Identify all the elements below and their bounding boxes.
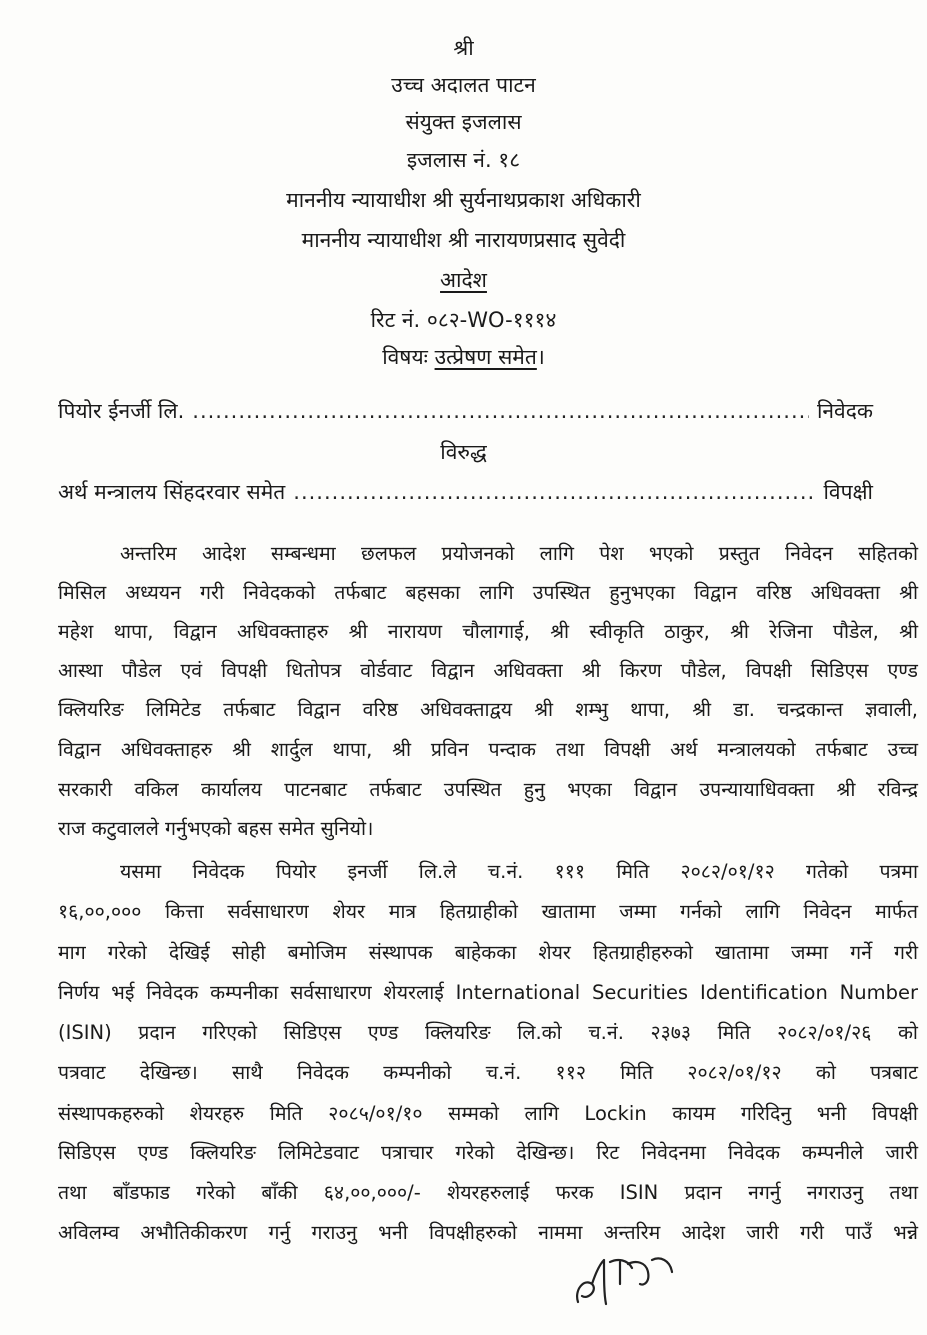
- bench-type: संयुक्त इजलास: [405, 110, 522, 134]
- subject-value: उत्प्रेषण समेत: [434, 345, 537, 369]
- versus: विरुद्ध: [440, 440, 487, 464]
- writ-number: रिट नं. ०८२-WO-१११४: [370, 308, 557, 332]
- paragraph-2-line: माग गरेको देखिई सोही बमोजिम संस्थापक बाहेकका शेयर हितग्राहीहरुको खातामा जम्मा गर्ने गरी: [58, 941, 918, 964]
- paragraph-1-line: क्लियरिङ लिमिटेड तर्फबाट विद्वान वरिष्ठ अधिवक्ताद्वय श्री शम्भु थापा, श्री डा. चन्द्रकान्त ज्ञवाली,: [58, 698, 918, 721]
- paragraph-1-line: आस्था पौडेल एवं विपक्षी धितोपत्र वोर्डवाट विद्वान अधिवक्ता श्री किरण पौडेल, विपक्षी सिडिएस एण्ड: [58, 659, 918, 682]
- respondent-line: [58, 478, 873, 506]
- paragraph-1-line: महेश थापा, विद्वान अधिवक्ताहरु श्री नारायण चौलागाई, श्री स्वीकृति ठाकुर, श्री रेजिना पौडेल, श्री: [58, 620, 918, 643]
- respondent-role: विपक्षी: [823, 480, 873, 504]
- paragraph-2-line: निर्णय भई निवेदक कम्पनीका सर्वसाधारण शेयरलाई International Securities Identification Number: [58, 981, 918, 1004]
- petitioner-line: [58, 397, 873, 425]
- order-title-text: आदेश: [440, 268, 487, 292]
- petitioner-name: पियोर ईनर्जी लि.: [58, 399, 185, 423]
- paragraph-1-line: विद्वान अधिवक्ताहरु श्री शार्दुल थापा, श्री प्रविन पन्दाक तथा विपक्षी अर्थ मन्त्रालयको तर्फबाट उच्च: [58, 738, 918, 761]
- paragraph-2-line: १६,००,००० कित्ता सर्वसाधारण शेयर मात्र हितग्राहीको खातामा जम्मा गर्नको लागि निवेदन मार्फत: [58, 900, 918, 923]
- paragraph-2-line: यसमा निवेदक पियोर इनर्जी लि.ले च.नं. १११ मिति २०८२/०१/१२ गतेको पत्रमा: [120, 860, 918, 883]
- dotted-leader: [192, 397, 809, 425]
- paragraph-1-line: मिसिल अध्ययन गरी निवेदकको तर्फबाट बहसका लागि उपस्थित हुनुभएका विद्वान वरिष्ठ अधिवक्ता श्री: [58, 581, 918, 604]
- paragraph-1-line: सरकारी वकिल कार्यालय पाटनबाट तर्फबाट उपस्थित हुनु भएका विद्वान उपन्यायाधिवक्ता श्री रविन्द्र: [58, 778, 918, 801]
- paragraph-2-line: अविलम्व अभौतिकीकरण गर्नु गराउनु भनी विपक्षीहरुको नाममा अन्तरिम आदेश जारी गरी पाउँ भन्ने: [58, 1221, 918, 1244]
- bench-number: इजलास नं. १८: [406, 148, 521, 172]
- subject-label: विषयः: [382, 345, 428, 369]
- judge-1: माननीय न्यायाधीश श्री सुर्यनाथप्रकाश अधिकारी: [286, 188, 641, 212]
- paragraph-2-line: संस्थापकहरुको शेयरहरु मिति २०८५/०१/१० सम्मको लागि Lockin कायम गरिदिनु भनी विपक्षी: [58, 1102, 918, 1125]
- paragraph-1-line: अन्तरिम आदेश सम्बन्धमा छलफल प्रयोजनको लागि पेश भएको प्रस्तुत निवेदन सहितको: [120, 542, 918, 565]
- respondent-name: अर्थ मन्त्रालय सिंहदरवार समेत: [58, 480, 286, 504]
- petitioner-role: निवेदक: [816, 399, 873, 423]
- judge-2: माननीय न्यायाधीश श्री नारायणप्रसाद सुवेदी: [301, 228, 626, 252]
- subject-end: ।: [536, 345, 545, 369]
- court-name: उच्च अदालत पाटन: [391, 73, 536, 97]
- handwritten-signature: [570, 1250, 680, 1310]
- paragraph-2-line: (ISIN) प्रदान गरिएको सिडिएस एण्ड क्लियरिङ लि.को च.नं. २३७३ मिति २०८२/०१/२६ को: [58, 1021, 918, 1044]
- paragraph-2-line: सिडिएस एण्ड क्लियरिङ लिमिटेडवाट पत्राचार गरेको देखिन्छ। रिट निवेदनमा निवेदक कम्पनीले जारी: [58, 1141, 918, 1164]
- dotted-leader: [293, 478, 815, 506]
- subject-line: [0, 343, 927, 371]
- invocation: श्री: [453, 36, 474, 60]
- paragraph-1-line: राज कटुवालले गर्नुभएको बहस समेत सुनियो।: [58, 817, 374, 840]
- paragraph-2-line: तथा बाँडफाड गरेको बाँकी ६४,००,०००/- शेयरहरुलाई फरक ISIN प्रदान नगर्नु नगराउनु तथा: [58, 1181, 918, 1204]
- order-title: [0, 266, 927, 294]
- paragraph-2-line: पत्रवाट देखिन्छ। साथै निवेदक कम्पनीको च.नं. ११२ मिति २०८२/०१/१२ को पत्रबाट: [58, 1061, 918, 1084]
